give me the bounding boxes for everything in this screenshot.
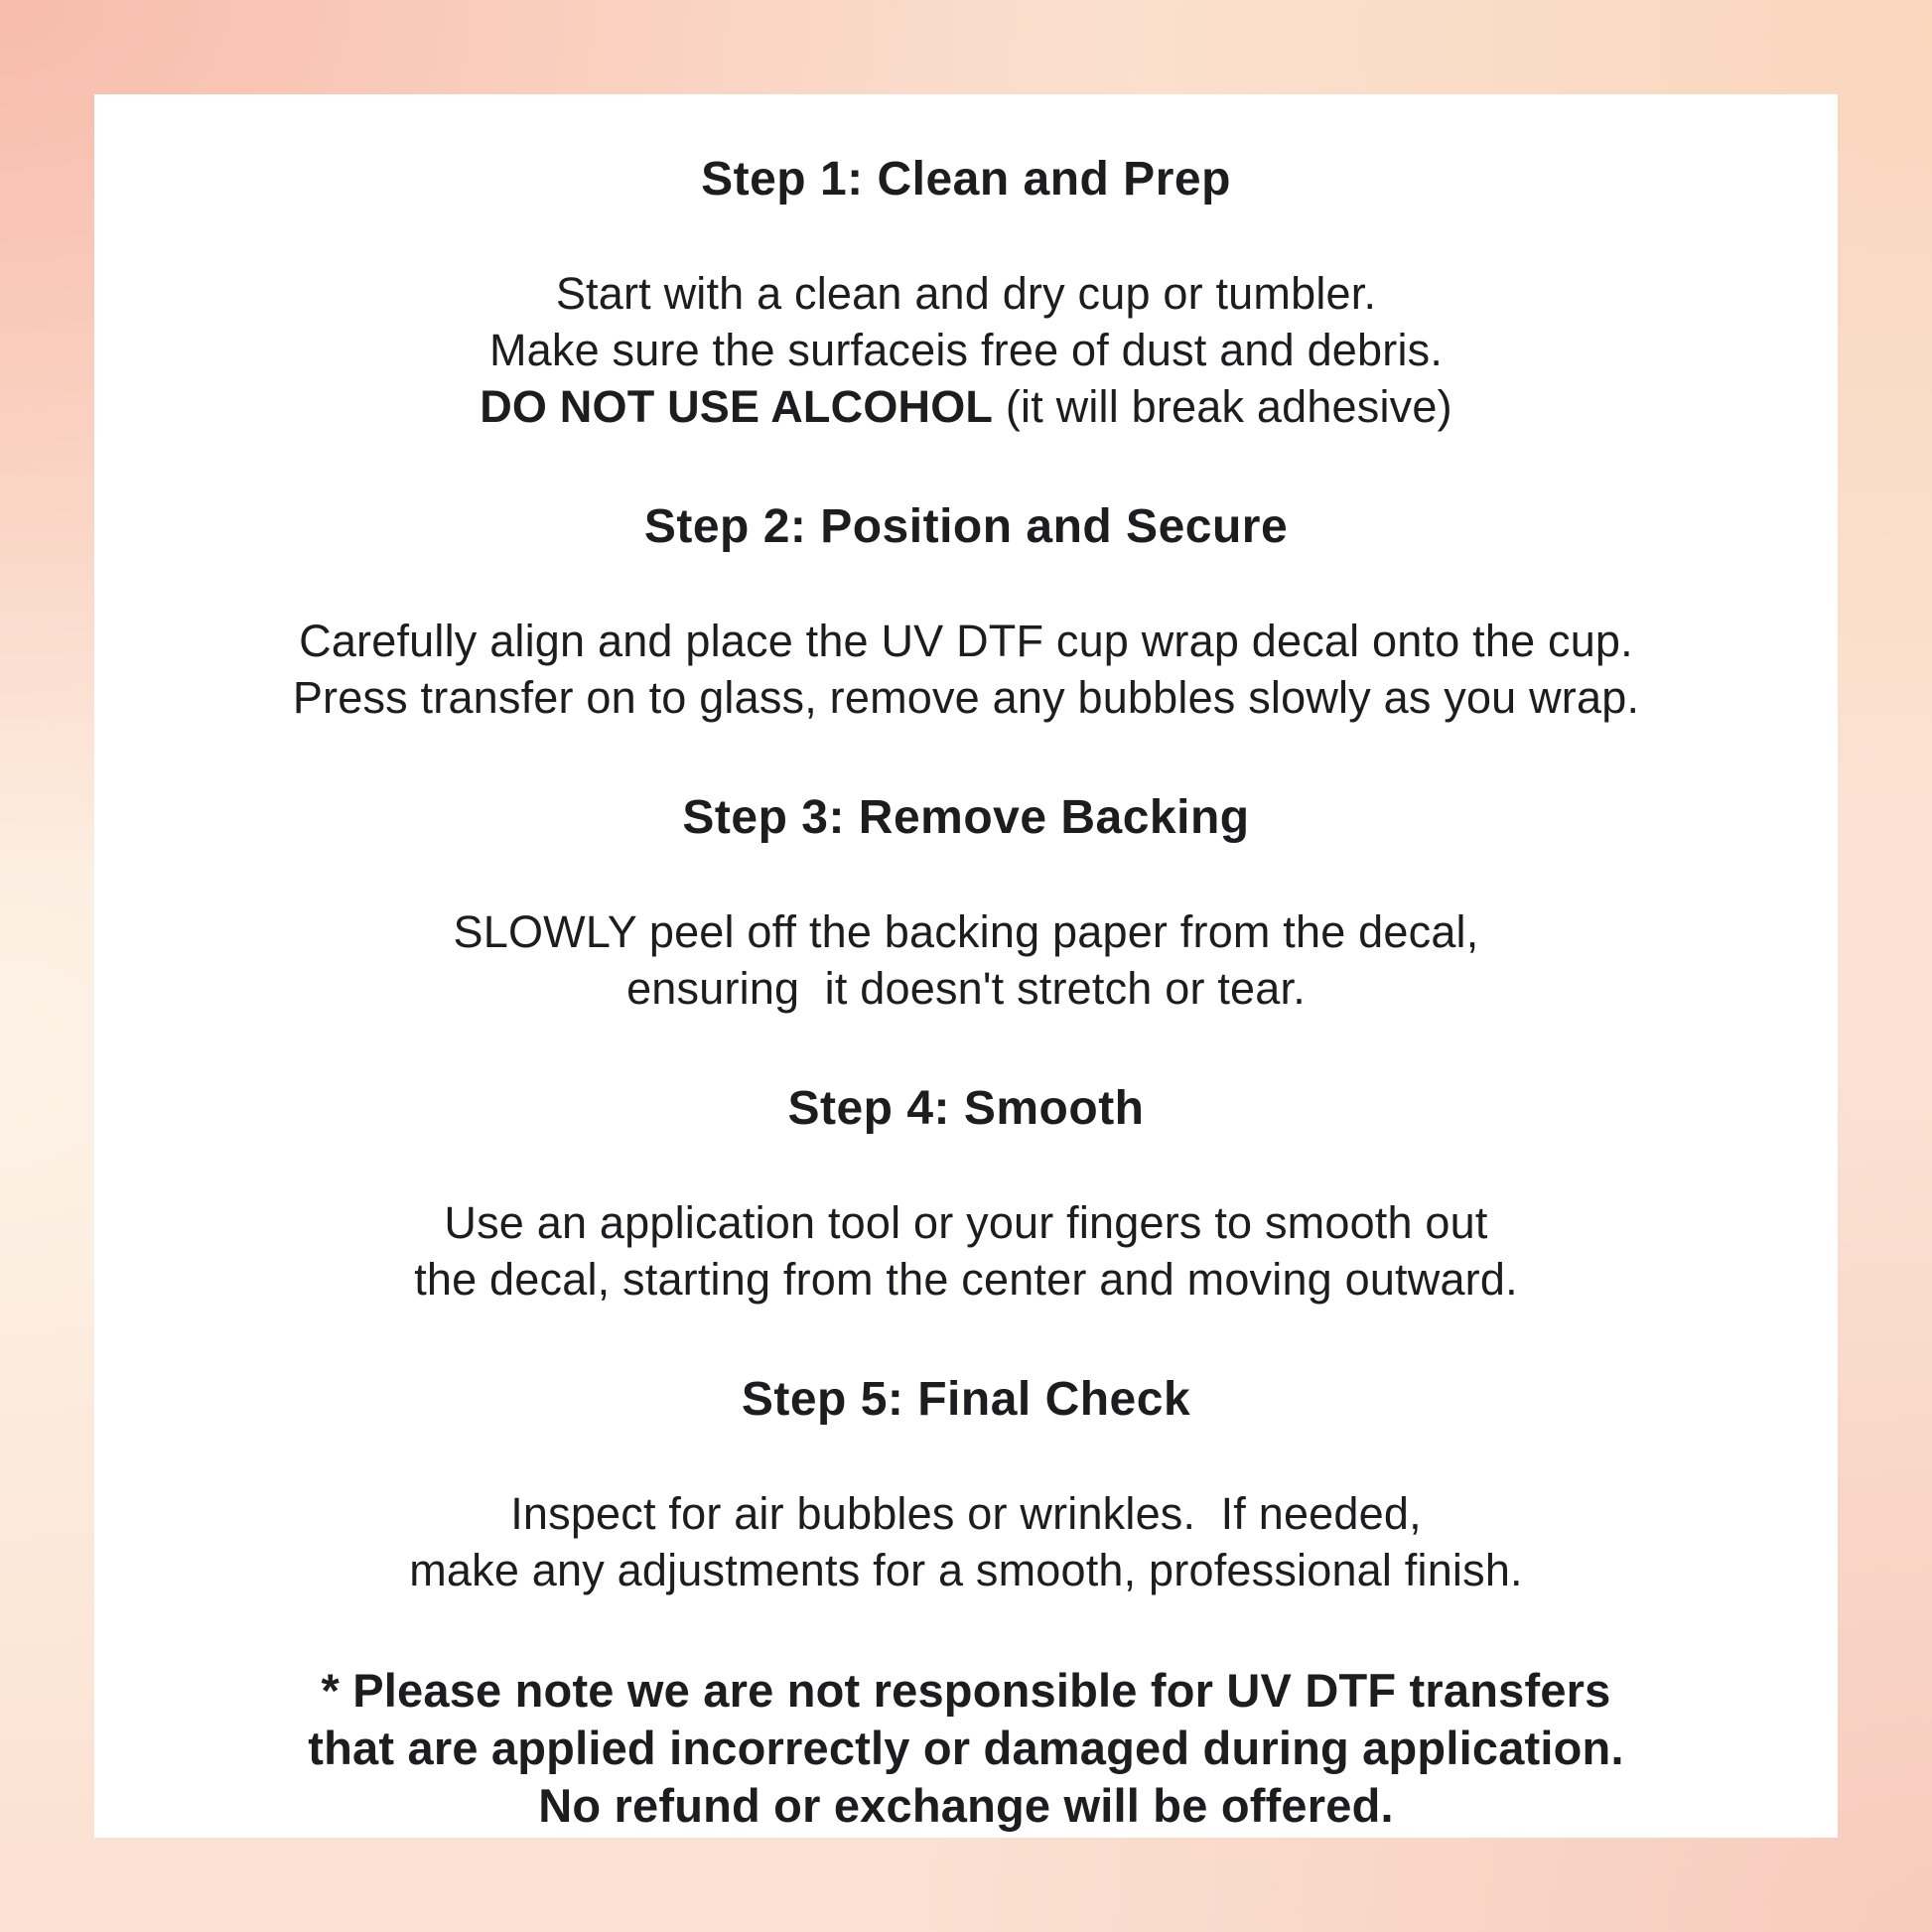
step-3-heading: Step 3: Remove Backing (682, 791, 1250, 844)
disclaimer-line-2: that are applied incorrectly or damaged during application. (308, 1722, 1624, 1774)
step-1-warning-line (124, 378, 1808, 435)
step-5-line-2: make any adjustments for a smooth, professional finish. (409, 1545, 1523, 1595)
disclaimer-section (124, 1662, 1808, 1835)
alcohol-warning-note: (it will break adhesive) (993, 381, 1452, 432)
step-1-line-2: Make sure the surfaceis free of dust and debris. (488, 325, 1444, 375)
step-3-line-1: SLOWLY peel off the backing paper from the decal, (453, 906, 1479, 957)
step-3-section (124, 789, 1808, 1017)
instruction-card (94, 94, 1838, 1838)
step-5-section (124, 1371, 1808, 1598)
step-4-section (124, 1080, 1808, 1308)
step-4-heading: Step 4: Smooth (787, 1082, 1145, 1135)
step-2-heading: Step 2: Position and Secure (643, 500, 1289, 553)
step-5-heading: Step 5: Final Check (741, 1373, 1191, 1426)
disclaimer-line-1: * Please note we are not responsible for UV DTF transfers (321, 1664, 1611, 1717)
step-1-section (124, 151, 1808, 435)
step-4-line-2: the decal, starting from the center and moving outward. (414, 1254, 1518, 1305)
alcohol-warning-bold: DO NOT USE ALCOHOL (480, 381, 994, 432)
step-5-line-1: Inspect for air bubbles or wrinkles. If needed, (510, 1488, 1422, 1539)
step-4-line-1: Use an application tool or your fingers to smooth out (444, 1197, 1488, 1248)
step-2-section (124, 498, 1808, 726)
step-2-line-1: Carefully align and place the UV DTF cup wrap decal onto the cup. (299, 616, 1633, 666)
step-3-line-2: ensuring it doesn't stretch or tear. (626, 963, 1306, 1014)
disclaimer-line-3: No refund or exchange will be offered. (538, 1779, 1394, 1832)
step-1-line-1: Start with a clean and dry cup or tumbler. (555, 268, 1377, 319)
step-1-heading: Step 1: Clean and Prep (701, 153, 1231, 206)
step-2-line-2: Press transfer on to glass, remove any bubbles slowly as you wrap. (292, 672, 1640, 723)
